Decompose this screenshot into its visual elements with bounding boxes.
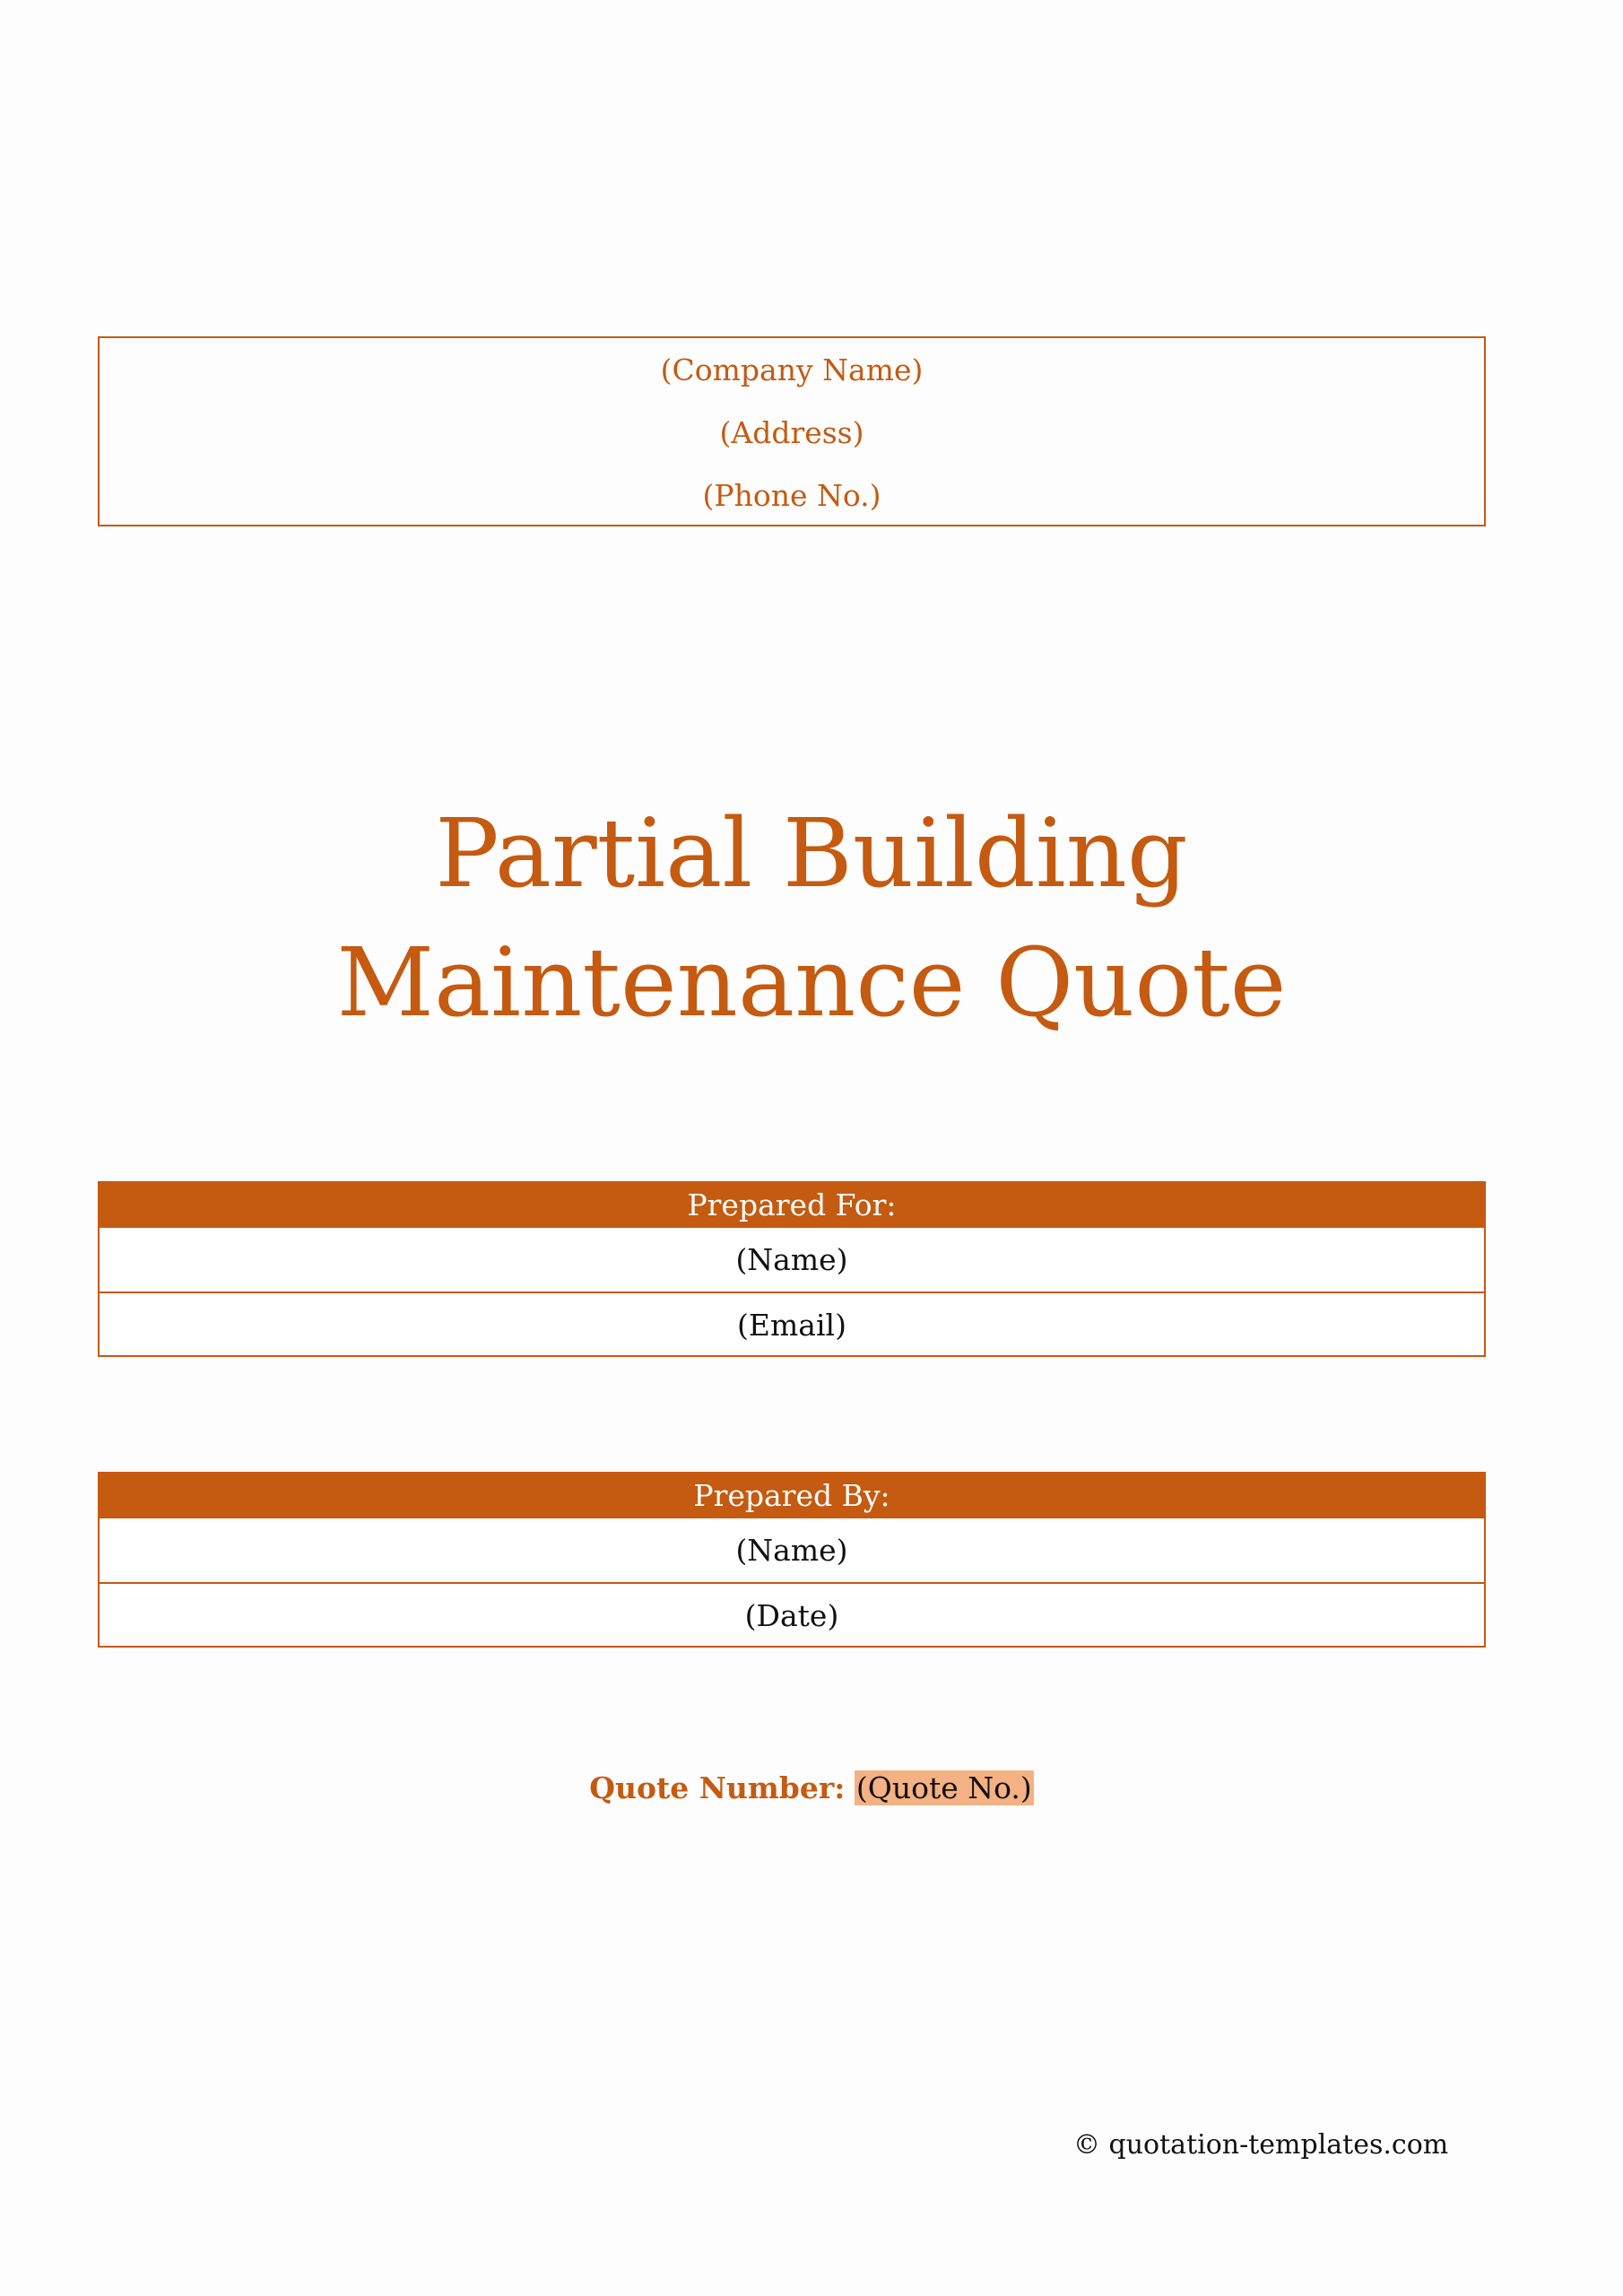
quote-number-label: Quote Number: [589,1770,846,1805]
prepared-by-date: (Date) [100,1582,1484,1646]
prepared-by-header: Prepared By: [100,1474,1484,1518]
company-address: (Address) [719,415,864,450]
document-title [0,789,1623,1048]
prepared-for-header: Prepared For: [100,1183,1484,1228]
company-info-box [98,336,1486,526]
prepared-by-table [98,1472,1486,1648]
title-line-2: Maintenance Quote [336,927,1287,1038]
quote-number-value: (Quote No.) [855,1770,1032,1805]
company-phone: (Phone No.) [702,478,881,513]
prepared-for-email: (Email) [100,1292,1484,1355]
title-line-1: Partial Building [435,798,1188,909]
prepared-for-table [98,1181,1486,1357]
quote-number-line [0,1767,1623,1810]
prepared-for-name: (Name) [100,1228,1484,1292]
company-name: (Company Name) [660,352,924,387]
prepared-by-name: (Name) [100,1518,1484,1582]
footer-copyright: © quotation-templates.com [1073,2129,1449,2161]
